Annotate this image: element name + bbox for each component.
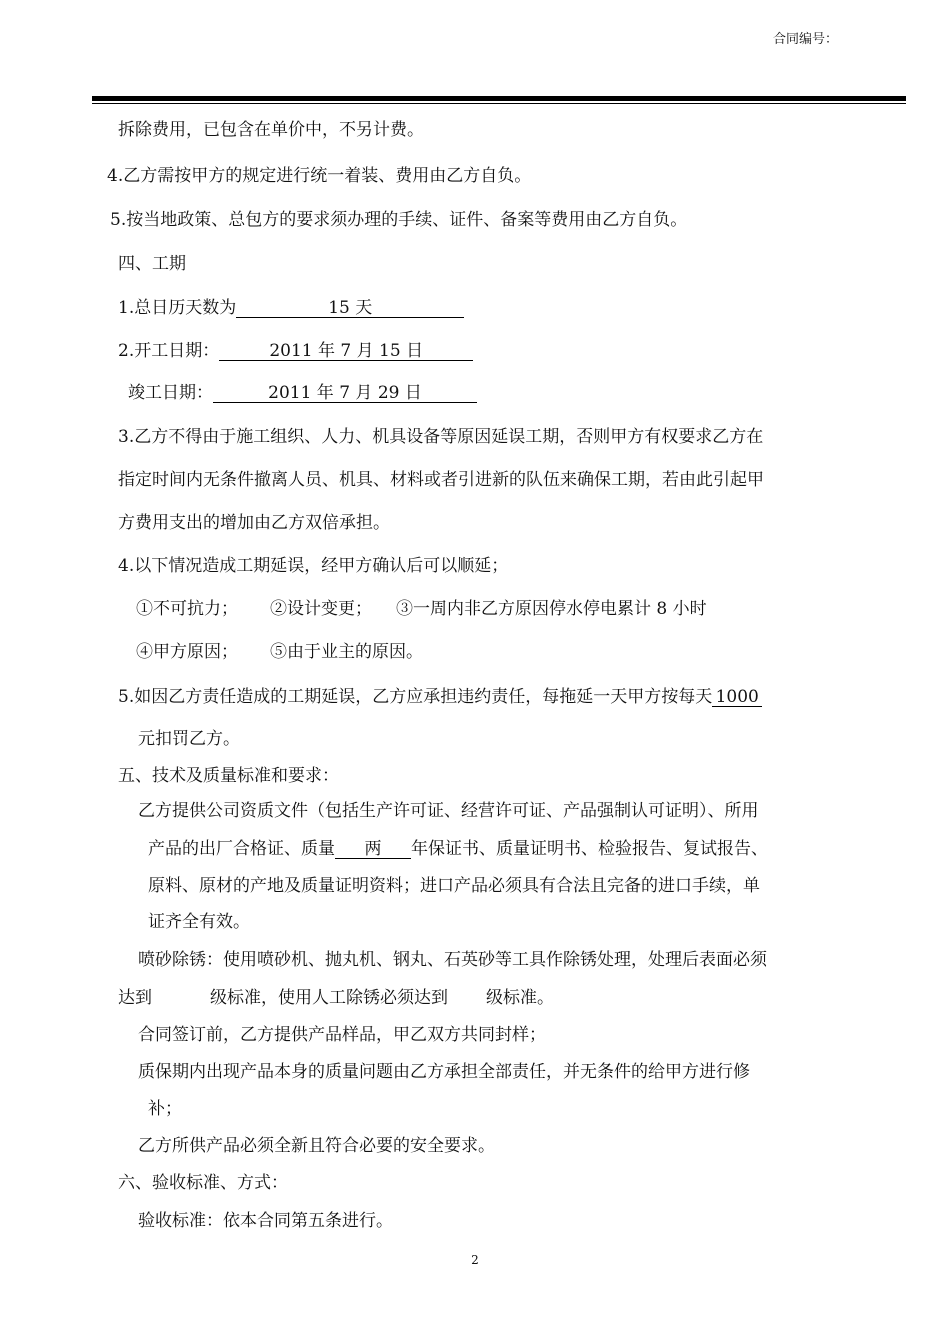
end-date-label: 竣工日期：: [128, 383, 213, 403]
warranty-pre: 产品的出厂合格证、质量: [148, 839, 335, 859]
text-line: 验收标准：依本合同第五条进行。: [138, 1211, 393, 1231]
text-line: 证齐全有效。: [148, 912, 250, 932]
header-rule-thin: [92, 103, 906, 104]
rust-text-1: 达到: [118, 988, 152, 1008]
start-date-row: [118, 341, 473, 361]
text-line: 4.乙方需按甲方的规定进行统一着装、费用由乙方自负。: [107, 166, 532, 186]
warranty-post: 年保证书、质量证明书、检验报告、复试报告、: [411, 839, 768, 859]
end-date-row: [128, 383, 477, 403]
text-line: 拆除费用，已包含在单价中，不另计费。: [118, 120, 424, 140]
text-line: 原料、原材的产地及质量证明资料；进口产品必须具有合法且完备的进口手续，单: [148, 876, 760, 896]
text-line: 乙方提供公司资质文件（包括生产许可证、经营许可证、产品强制认可证明）、所用: [138, 801, 759, 821]
start-date-label: 2.开工日期：: [118, 341, 220, 361]
section-heading-schedule: 四、工期: [118, 254, 186, 274]
rust-text-3: 级标准。: [486, 988, 554, 1008]
delay-cause-item: ②设计变更；: [270, 599, 372, 619]
contract-number-label: 合同编号：: [772, 32, 838, 47]
page-number: 2: [471, 1253, 479, 1267]
text-line: 乙方所供产品必须全新且符合必要的安全要求。: [138, 1136, 495, 1156]
text-line: 合同签订前，乙方提供产品样品，甲乙双方共同封样；: [138, 1025, 546, 1045]
text-line: 方费用支出的增加由乙方双倍承担。: [118, 513, 390, 533]
total-days-row: [118, 298, 464, 318]
section-heading-acceptance: 六、验收标准、方式：: [118, 1173, 288, 1193]
delay-cause-item: ⑤由于业主的原因。: [270, 642, 423, 662]
rust-text-2: 级标准，使用人工除锈必须达到: [210, 988, 448, 1008]
text-line: 质保期内出现产品本身的质量问题由乙方承担全部责任，并无条件的给甲方进行修: [138, 1062, 750, 1082]
end-date-value: 2011 年 7 月 29 日: [213, 384, 477, 403]
text-line: 5.按当地政策、总包方的要求须办理的手续、证件、备案等费用由乙方自负。: [110, 210, 688, 230]
text-line: 元扣罚乙方。: [138, 729, 240, 749]
delay-cause-item: ③一周内非乙方原因停水停电累计 8 小时: [396, 599, 707, 619]
start-date-value: 2011 年 7 月 15 日: [219, 342, 473, 361]
header-rule-thick: [92, 96, 906, 101]
text-line: 指定时间内无条件撤离人员、机具、材料或者引进新的队伍来确保工期，若由此引起甲: [118, 470, 764, 490]
penalty-text: 5.如因乙方责任造成的工期延误，乙方应承担违约责任，每拖延一天甲方按每天: [118, 687, 713, 707]
delay-cause-item: ④甲方原因；: [136, 642, 238, 662]
warranty-row: [148, 839, 768, 859]
total-days-value: 15 天: [236, 299, 464, 318]
text-line: 喷砂除锈：使用喷砂机、抛丸机、钢丸、石英砂等工具作除锈处理，处理后表面必须: [138, 950, 767, 970]
rust-standard-row: [118, 988, 554, 1008]
penalty-amount: 1000: [712, 688, 762, 707]
total-days-label: 1.总日历天数为: [118, 298, 237, 318]
text-line: 补；: [148, 1099, 182, 1119]
delay-cause-item: ①不可抗力；: [136, 599, 238, 619]
text-line: 3.乙方不得由于施工组织、人力、机具设备等原因延误工期，否则甲方有权要求乙方在: [118, 427, 764, 447]
text-line: 4.以下情况造成工期延误，经甲方确认后可以顺延；: [118, 556, 509, 576]
section-heading-quality: 五、技术及质量标准和要求：: [118, 766, 339, 786]
penalty-row: [118, 687, 762, 707]
warranty-years: 两: [335, 840, 411, 859]
